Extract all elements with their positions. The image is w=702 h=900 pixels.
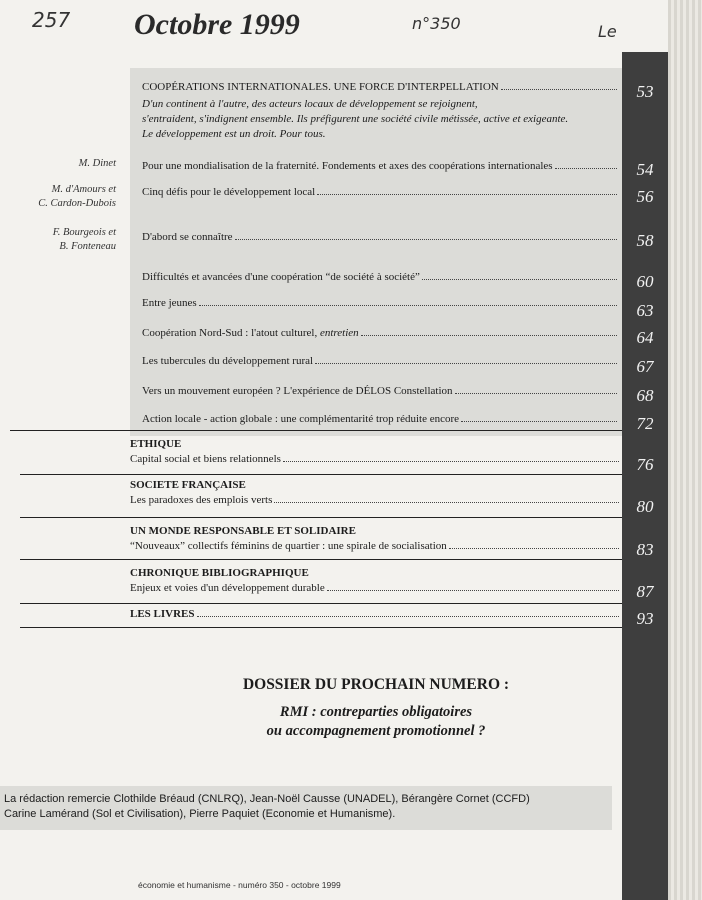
section-heading: LES LIVRES <box>130 608 195 620</box>
article-row[interactable] <box>142 355 620 367</box>
section-heading: ETHIQUE <box>130 438 182 450</box>
handwritten-issue: n°350 <box>412 14 461 33</box>
article-page: 54 <box>636 160 654 179</box>
article-title: D'abord se connaître <box>142 231 233 243</box>
author: F. Bourgeois et B. Fonteneau <box>52 227 116 252</box>
divider <box>10 430 622 431</box>
article-title: Vers un mouvement européen ? L'expérience de DÉLOS Constellation <box>142 385 453 397</box>
section-row[interactable] <box>130 494 622 506</box>
section-page: 80 <box>636 497 654 516</box>
article-title: Action locale - action globale : une complémentarité trop réduite encore <box>142 413 460 425</box>
dossier-heading-row[interactable] <box>142 81 620 93</box>
section-page: 93 <box>636 609 654 628</box>
dossier-page: 53 <box>636 82 654 101</box>
article-row[interactable] <box>142 271 620 283</box>
article-page: 68 <box>636 386 654 405</box>
dossier-desc-line: s'entraident, s'indignent ensemble. Ils préfigurent une société civile métissée, active et exigeante. <box>142 113 569 125</box>
section-article: Capital social et biens relationnels <box>130 453 281 465</box>
leader-dots <box>283 461 619 462</box>
leader-dots <box>501 89 617 90</box>
leader-dots <box>197 616 619 617</box>
article-title: Cinq défis pour le développement local <box>142 186 316 198</box>
dossier-desc-line: Le développement est un droit. Pour tous. <box>142 128 326 140</box>
article-page: 67 <box>636 357 654 376</box>
article-title-emphasis: entretien <box>319 327 359 339</box>
page-title: Octobre 1999 <box>134 8 300 41</box>
thanks-line: La rédaction remercie Clothilde Bréaud (CNLRQ), Jean-Noël Causse (UNADEL), Bérangère Cornet (CCFD) <box>4 793 530 805</box>
article-row[interactable] <box>142 327 620 339</box>
section-page: 87 <box>636 582 654 601</box>
next-subject-line: RMI : contreparties obligatoires <box>279 704 473 720</box>
article-row[interactable] <box>142 160 620 172</box>
section-row[interactable] <box>130 453 622 465</box>
section-heading: CHRONIQUE BIBLIOGRAPHIQUE <box>130 567 309 579</box>
divider <box>20 603 622 604</box>
thanks-line: Carine Lamérand (Sol et Civilisation), Pierre Paquiet (Economie et Humanisme). <box>4 808 396 820</box>
section-heading: SOCIETE FRANÇAISE <box>130 479 246 491</box>
article-row[interactable] <box>142 385 620 397</box>
leader-dots <box>555 168 617 169</box>
leader-dots <box>361 335 617 336</box>
article-page: 60 <box>636 272 654 291</box>
article-title: Les tubercules du développement rural <box>142 355 314 367</box>
leader-dots <box>199 305 617 306</box>
leader-dots <box>235 239 617 240</box>
leader-dots <box>422 279 617 280</box>
handwritten-number: 257 <box>32 8 71 32</box>
section-row[interactable] <box>130 540 622 552</box>
article-row[interactable] <box>142 231 620 243</box>
section-article: “Nouveaux” collectifs féminins de quartier : une spirale de socialisation <box>130 540 447 552</box>
section-page: 76 <box>636 455 654 474</box>
page-edge <box>668 0 702 900</box>
dossier-heading: COOPÉRATIONS INTERNATIONALES. UNE FORCE D'INTERPELLATION <box>142 81 499 93</box>
article-title: Difficultés et avancées d'une coopération “de société à société” <box>142 271 420 283</box>
next-subject-line: ou accompagnement promotionnel ? <box>266 723 486 739</box>
article-page: 72 <box>636 414 654 433</box>
article-title: Coopération Nord-Sud : l'atout culturel, <box>142 327 318 339</box>
author: M. d'Amours et C. Cardon-Dubois <box>38 184 116 209</box>
article-title: Entre jeunes <box>142 297 197 309</box>
article-row[interactable] <box>142 413 620 425</box>
divider <box>20 559 622 560</box>
footer: économie et humanisme - numéro 350 - octobre 1999 <box>138 880 341 890</box>
article-page: 63 <box>636 301 654 320</box>
dossier-description <box>142 97 568 142</box>
article-page: 56 <box>636 187 654 206</box>
handwritten-initials: Le <box>598 22 617 41</box>
next-dossier-subject <box>130 703 622 741</box>
section-article: Enjeux et voies d'un développement durable <box>130 582 325 594</box>
section-heading: UN MONDE RESPONSABLE ET SOLIDAIRE <box>130 525 356 537</box>
author: M. Dinet <box>78 158 116 169</box>
leader-dots <box>315 363 617 364</box>
leader-dots <box>317 194 617 195</box>
leader-dots <box>274 502 619 503</box>
section-row[interactable] <box>130 582 622 594</box>
next-dossier-title: DOSSIER DU PROCHAIN NUMERO : <box>242 676 510 693</box>
leader-dots <box>327 590 619 591</box>
section-row[interactable] <box>130 608 622 620</box>
leader-dots <box>461 421 617 422</box>
article-row[interactable] <box>142 297 620 309</box>
leader-dots <box>455 393 618 394</box>
dossier-desc-line: D'un continent à l'autre, des acteurs locaux de développement se rejoignent, <box>142 98 478 110</box>
article-page: 64 <box>636 328 654 347</box>
leader-dots <box>449 548 619 549</box>
section-article: Les paradoxes des emplois verts <box>130 494 273 506</box>
thanks-box <box>0 786 612 830</box>
section-page: 83 <box>636 540 654 559</box>
article-page: 58 <box>636 231 654 250</box>
divider <box>20 517 622 518</box>
article-row[interactable] <box>142 186 620 198</box>
article-title: Pour une mondialisation de la fraternité. Fondements et axes des coopérations internationales <box>142 160 553 172</box>
divider <box>20 474 622 475</box>
divider <box>20 627 622 628</box>
